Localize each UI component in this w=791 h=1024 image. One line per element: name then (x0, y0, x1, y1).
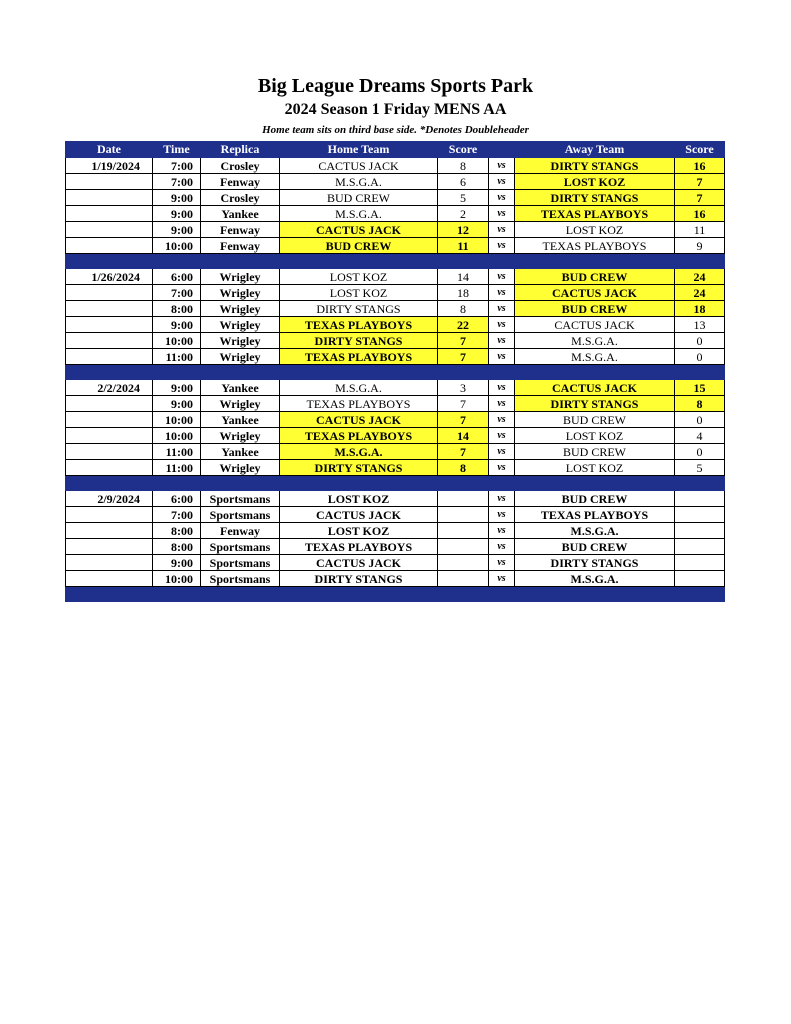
schedule-table (65, 141, 725, 602)
game-replica: Yankee (201, 444, 280, 460)
table-row (66, 174, 725, 190)
game-date: 1/19/2024 (66, 158, 153, 174)
away-score: 11 (675, 222, 725, 238)
away-score: 0 (675, 444, 725, 460)
separator-cell (438, 365, 489, 380)
vs-label: vs (489, 222, 515, 238)
away-score: 16 (675, 158, 725, 174)
game-time: 7:00 (153, 174, 201, 190)
home-score: 14 (438, 428, 489, 444)
home-score: 12 (438, 222, 489, 238)
game-date (66, 523, 153, 539)
game-date: 2/9/2024 (66, 491, 153, 507)
away-team: DIRTY STANGS (515, 396, 675, 412)
separator-cell (515, 476, 675, 491)
home-score (438, 491, 489, 507)
away-team: DIRTY STANGS (515, 190, 675, 206)
column-header-replica: Replica (201, 142, 280, 158)
home-score (438, 539, 489, 555)
column-header-away-team: Away Team (515, 142, 675, 158)
game-time: 10:00 (153, 428, 201, 444)
game-replica: Wrigley (201, 460, 280, 476)
table-header-row (66, 142, 725, 158)
table-row (66, 206, 725, 222)
away-score (675, 491, 725, 507)
week-separator-row (66, 365, 725, 380)
away-score: 0 (675, 333, 725, 349)
game-replica: Fenway (201, 523, 280, 539)
separator-cell (675, 365, 725, 380)
away-score: 13 (675, 317, 725, 333)
home-score: 7 (438, 412, 489, 428)
table-row (66, 555, 725, 571)
game-date (66, 412, 153, 428)
vs-label: vs (489, 523, 515, 539)
game-date (66, 333, 153, 349)
away-team: LOST KOZ (515, 222, 675, 238)
home-team: CACTUS JACK (280, 158, 438, 174)
away-score (675, 523, 725, 539)
separator-cell (201, 587, 280, 602)
away-team: BUD CREW (515, 412, 675, 428)
away-team: M.S.G.A. (515, 523, 675, 539)
game-time: 9:00 (153, 317, 201, 333)
separator-cell (153, 365, 201, 380)
away-score: 15 (675, 380, 725, 396)
game-replica: Wrigley (201, 428, 280, 444)
game-date: 1/26/2024 (66, 269, 153, 285)
table-row (66, 222, 725, 238)
table-row (66, 412, 725, 428)
table-row (66, 158, 725, 174)
game-replica: Fenway (201, 238, 280, 254)
separator-cell (438, 476, 489, 491)
week-separator-row (66, 254, 725, 269)
vs-label: vs (489, 269, 515, 285)
game-time: 9:00 (153, 190, 201, 206)
vs-label: vs (489, 491, 515, 507)
home-team: BUD CREW (280, 190, 438, 206)
game-replica: Wrigley (201, 301, 280, 317)
away-score: 5 (675, 460, 725, 476)
separator-cell (489, 365, 515, 380)
separator-cell (280, 476, 438, 491)
table-row (66, 396, 725, 412)
week-separator-row (66, 476, 725, 491)
separator-cell (675, 254, 725, 269)
game-date (66, 539, 153, 555)
separator-cell (675, 587, 725, 602)
vs-label: vs (489, 317, 515, 333)
home-team: CACTUS JACK (280, 412, 438, 428)
away-team: BUD CREW (515, 301, 675, 317)
separator-cell (66, 365, 153, 380)
away-score: 4 (675, 428, 725, 444)
home-team: M.S.G.A. (280, 174, 438, 190)
home-score: 14 (438, 269, 489, 285)
away-score: 0 (675, 349, 725, 365)
separator-cell (489, 254, 515, 269)
column-header-away-score: Score (675, 142, 725, 158)
home-team: LOST KOZ (280, 269, 438, 285)
away-team: CACTUS JACK (515, 285, 675, 301)
game-replica: Crosley (201, 158, 280, 174)
game-replica: Wrigley (201, 349, 280, 365)
game-time: 11:00 (153, 444, 201, 460)
home-score: 8 (438, 301, 489, 317)
table-row (66, 460, 725, 476)
home-team: M.S.G.A. (280, 444, 438, 460)
vs-label: vs (489, 539, 515, 555)
separator-cell (153, 476, 201, 491)
separator-cell (280, 254, 438, 269)
game-date (66, 571, 153, 587)
table-row (66, 491, 725, 507)
separator-cell (66, 254, 153, 269)
separator-cell (153, 587, 201, 602)
table-row (66, 285, 725, 301)
away-team: DIRTY STANGS (515, 158, 675, 174)
away-score (675, 571, 725, 587)
away-score: 24 (675, 269, 725, 285)
table-row (66, 507, 725, 523)
vs-label: vs (489, 507, 515, 523)
away-team: BUD CREW (515, 444, 675, 460)
home-team: DIRTY STANGS (280, 571, 438, 587)
game-replica: Yankee (201, 380, 280, 396)
home-team: TEXAS PLAYBOYS (280, 428, 438, 444)
table-row (66, 444, 725, 460)
separator-cell (201, 476, 280, 491)
home-team: BUD CREW (280, 238, 438, 254)
game-date (66, 349, 153, 365)
away-team: TEXAS PLAYBOYS (515, 507, 675, 523)
home-score: 11 (438, 238, 489, 254)
separator-cell (438, 587, 489, 602)
home-team: M.S.G.A. (280, 206, 438, 222)
home-team: TEXAS PLAYBOYS (280, 396, 438, 412)
home-score: 5 (438, 190, 489, 206)
table-row (66, 349, 725, 365)
game-replica: Sportsmans (201, 507, 280, 523)
away-team: BUD CREW (515, 539, 675, 555)
table-row (66, 428, 725, 444)
vs-label: vs (489, 428, 515, 444)
home-team: DIRTY STANGS (280, 301, 438, 317)
away-team: DIRTY STANGS (515, 555, 675, 571)
away-score (675, 507, 725, 523)
game-time: 7:00 (153, 507, 201, 523)
game-replica: Sportsmans (201, 491, 280, 507)
vs-label: vs (489, 301, 515, 317)
separator-cell (280, 365, 438, 380)
table-row (66, 269, 725, 285)
game-time: 9:00 (153, 555, 201, 571)
separator-cell (201, 365, 280, 380)
page-title: Big League Dreams Sports Park (257, 75, 534, 97)
away-score: 18 (675, 301, 725, 317)
game-date (66, 396, 153, 412)
vs-label: vs (489, 190, 515, 206)
home-team: TEXAS PLAYBOYS (280, 539, 438, 555)
separator-cell (66, 476, 153, 491)
game-time: 6:00 (153, 491, 201, 507)
home-team: TEXAS PLAYBOYS (280, 317, 438, 333)
game-time: 8:00 (153, 523, 201, 539)
home-score: 8 (438, 460, 489, 476)
separator-cell (675, 476, 725, 491)
game-date (66, 238, 153, 254)
table-row (66, 333, 725, 349)
game-date (66, 428, 153, 444)
vs-label: vs (489, 460, 515, 476)
home-score (438, 523, 489, 539)
home-score: 7 (438, 349, 489, 365)
table-row (66, 523, 725, 539)
home-team: CACTUS JACK (280, 555, 438, 571)
game-time: 11:00 (153, 349, 201, 365)
game-time: 7:00 (153, 285, 201, 301)
vs-label: vs (489, 238, 515, 254)
home-team: DIRTY STANGS (280, 333, 438, 349)
game-date: 2/2/2024 (66, 380, 153, 396)
away-score: 7 (675, 174, 725, 190)
column-header-vs (489, 142, 515, 158)
away-team: TEXAS PLAYBOYS (515, 206, 675, 222)
game-replica: Wrigley (201, 317, 280, 333)
away-team: BUD CREW (515, 269, 675, 285)
game-replica: Yankee (201, 206, 280, 222)
week-separator-row (66, 587, 725, 602)
home-score: 6 (438, 174, 489, 190)
game-replica: Wrigley (201, 269, 280, 285)
game-time: 10:00 (153, 238, 201, 254)
separator-cell (201, 254, 280, 269)
game-date (66, 190, 153, 206)
separator-cell (515, 587, 675, 602)
table-row (66, 380, 725, 396)
home-score: 8 (438, 158, 489, 174)
home-score: 7 (438, 333, 489, 349)
game-replica: Sportsmans (201, 571, 280, 587)
game-time: 7:00 (153, 158, 201, 174)
vs-label: vs (489, 444, 515, 460)
game-time: 9:00 (153, 206, 201, 222)
game-replica: Sportsmans (201, 555, 280, 571)
vs-label: vs (489, 412, 515, 428)
vs-label: vs (489, 285, 515, 301)
vs-label: vs (489, 380, 515, 396)
game-time: 10:00 (153, 333, 201, 349)
game-replica: Yankee (201, 412, 280, 428)
game-replica: Wrigley (201, 396, 280, 412)
home-score (438, 571, 489, 587)
vs-label: vs (489, 396, 515, 412)
away-score: 0 (675, 412, 725, 428)
home-team: M.S.G.A. (280, 380, 438, 396)
vs-label: vs (489, 333, 515, 349)
game-date (66, 285, 153, 301)
home-score: 18 (438, 285, 489, 301)
away-team: LOST KOZ (515, 428, 675, 444)
game-date (66, 301, 153, 317)
separator-cell (280, 587, 438, 602)
vs-label: vs (489, 571, 515, 587)
vs-label: vs (489, 174, 515, 190)
table-row (66, 238, 725, 254)
away-score: 7 (675, 190, 725, 206)
away-score (675, 555, 725, 571)
away-score: 16 (675, 206, 725, 222)
table-row (66, 539, 725, 555)
game-date (66, 460, 153, 476)
game-date (66, 555, 153, 571)
game-date (66, 444, 153, 460)
game-date (66, 507, 153, 523)
away-team: LOST KOZ (515, 174, 675, 190)
home-team: CACTUS JACK (280, 222, 438, 238)
home-team: DIRTY STANGS (280, 460, 438, 476)
separator-cell (515, 365, 675, 380)
vs-label: vs (489, 158, 515, 174)
vs-label: vs (489, 206, 515, 222)
vs-label: vs (489, 349, 515, 365)
separator-cell (515, 254, 675, 269)
game-replica: Wrigley (201, 285, 280, 301)
away-team: CACTUS JACK (515, 317, 675, 333)
game-replica: Fenway (201, 222, 280, 238)
page-subtitle: 2024 Season 1 Friday MENS AA (284, 101, 507, 118)
home-team: TEXAS PLAYBOYS (280, 349, 438, 365)
separator-cell (489, 476, 515, 491)
game-time: 10:00 (153, 412, 201, 428)
home-score (438, 507, 489, 523)
game-time: 9:00 (153, 380, 201, 396)
column-header-time: Time (153, 142, 201, 158)
home-team: LOST KOZ (280, 285, 438, 301)
schedule-body (66, 158, 725, 602)
away-score: 24 (675, 285, 725, 301)
separator-cell (489, 587, 515, 602)
game-date (66, 206, 153, 222)
away-team: TEXAS PLAYBOYS (515, 238, 675, 254)
away-score: 9 (675, 238, 725, 254)
home-score: 2 (438, 206, 489, 222)
game-time: 6:00 (153, 269, 201, 285)
home-score: 7 (438, 396, 489, 412)
game-time: 11:00 (153, 460, 201, 476)
home-score: 3 (438, 380, 489, 396)
separator-cell (66, 587, 153, 602)
game-replica: Fenway (201, 174, 280, 190)
game-replica: Crosley (201, 190, 280, 206)
away-team: CACTUS JACK (515, 380, 675, 396)
game-time: 9:00 (153, 222, 201, 238)
home-score (438, 555, 489, 571)
away-team: BUD CREW (515, 491, 675, 507)
game-time: 8:00 (153, 539, 201, 555)
home-team: LOST KOZ (280, 523, 438, 539)
game-replica: Sportsmans (201, 539, 280, 555)
away-score: 8 (675, 396, 725, 412)
column-header-home-score: Score (438, 142, 489, 158)
home-score: 22 (438, 317, 489, 333)
home-score: 7 (438, 444, 489, 460)
table-row (66, 317, 725, 333)
table-row (66, 190, 725, 206)
separator-cell (438, 254, 489, 269)
table-row (66, 571, 725, 587)
game-time: 8:00 (153, 301, 201, 317)
game-replica: Wrigley (201, 333, 280, 349)
away-team: M.S.G.A. (515, 571, 675, 587)
away-score (675, 539, 725, 555)
game-date (66, 317, 153, 333)
table-row (66, 301, 725, 317)
away-team: M.S.G.A. (515, 349, 675, 365)
separator-cell (153, 254, 201, 269)
schedule-note: Home team sits on third base side. *Denotes Doubleheader (262, 124, 529, 136)
away-team: M.S.G.A. (515, 333, 675, 349)
home-team: LOST KOZ (280, 491, 438, 507)
vs-label: vs (489, 555, 515, 571)
game-date (66, 222, 153, 238)
home-team: CACTUS JACK (280, 507, 438, 523)
game-date (66, 174, 153, 190)
away-team: LOST KOZ (515, 460, 675, 476)
game-time: 10:00 (153, 571, 201, 587)
column-header-date: Date (66, 142, 153, 158)
game-time: 9:00 (153, 396, 201, 412)
column-header-home-team: Home Team (280, 142, 438, 158)
